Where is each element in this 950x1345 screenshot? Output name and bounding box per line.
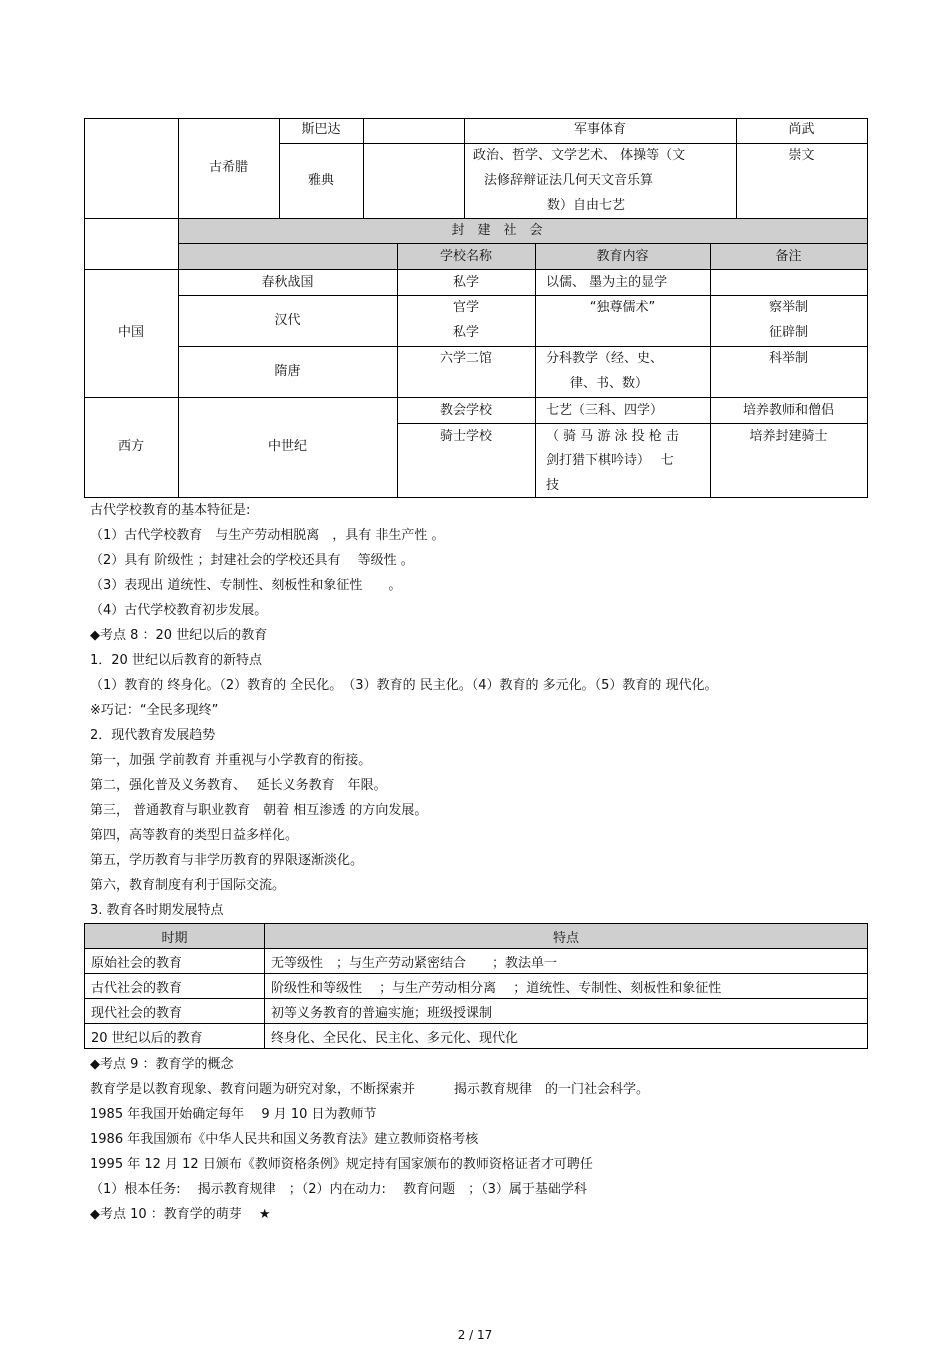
school-athens: 雅典 (307, 173, 334, 188)
period-han: 汉代 (274, 313, 301, 328)
content-knight-2: 剑打猎下棋吟诗） 七 (546, 453, 674, 468)
header-period: 时期 (85, 924, 265, 949)
school-spring-autumn: 私学 (452, 275, 479, 290)
content-athens-line3: 数）自由七艺 (547, 198, 626, 213)
content-athens-line2: 法修辞辩证法几何天文音乐算 (484, 173, 654, 188)
content-sparta: 军事体育 (573, 122, 626, 137)
region-china: 中国 (117, 325, 144, 340)
history-table (0, 0, 950, 500)
school-han-1: 官学 (452, 300, 479, 315)
text-line: 古代学校教育的基本特征是: (90, 503, 251, 518)
feudal-header: 封 建 社 会 (451, 223, 543, 238)
note-athens: 崇文 (788, 148, 815, 163)
col-header-content: 教育内容 (596, 249, 649, 264)
note-sparta: 尚武 (788, 122, 815, 137)
table-row (85, 949, 868, 974)
text-line: （4）古代学校教育初步发展。 (90, 603, 268, 618)
school-sparta: 斯巴达 (301, 122, 341, 137)
period-sui-tang: 隋唐 (274, 364, 301, 379)
cell-features: 无等级性 ；与生产劳动紧密结合 ；教法单一 (265, 949, 868, 974)
cell-period: 现代社会的教育 (85, 999, 265, 1024)
period-medieval: 中世纪 (267, 439, 307, 454)
note-han-2: 征辟制 (768, 325, 808, 340)
note-han-1: 察举制 (768, 300, 808, 315)
section-heading: ◆考点 8 ：20 世纪以后的教育 (90, 628, 268, 643)
text-line: 第六，教育制度有利于国际交流。 (90, 878, 286, 893)
header-features: 特点 (265, 924, 868, 949)
content-knight-3: 技 (546, 478, 560, 493)
region-west: 西方 (117, 439, 144, 454)
text-line: ※巧记：“全民多现终” (90, 703, 219, 718)
content-church: 七艺（三科、四学） (546, 403, 664, 418)
text-line: （2）具有 阶级性 ；封建社会的学校还具有 等级性 。 (90, 553, 414, 568)
text-line: （1）古代学校教育 与生产劳动相脱离 ，具有 非生产性 。 (90, 528, 445, 543)
text-line: （3）表现出 道统性、专制性、刻板性和象征性 。 (90, 578, 402, 593)
cell-period: 古代社会的教育 (85, 974, 265, 999)
school-knight: 骑士学校 (439, 429, 492, 444)
text-line: 第三， 普通教育与职业教育 朝着 相互渗透 的方向发展。 (90, 803, 428, 818)
cell-period: 原始社会的教育 (85, 949, 265, 974)
content-sui-tang-1: 分科教学（经、史、 (546, 351, 664, 366)
content-han: “独尊儒术” (589, 300, 656, 315)
table-header-row (85, 924, 868, 949)
content-spring-autumn: 以儒、 墨为主的显学 (546, 275, 668, 290)
region-greece: 古希腊 (208, 160, 248, 175)
text-line: 教育学是以教育现象、教育问题为研究对象，不断探索并 揭示教育规律 的一门社会科学。 (90, 1082, 650, 1097)
table-row (85, 974, 868, 999)
cell-features: 终身化、全民化、民主化、多元化、现代化 (265, 1024, 868, 1049)
cell-period: 20 世纪以后的教育 (85, 1024, 265, 1049)
text-line: 1986 年我国颁布《中华人民共和国义务教育法》建立教师资格考核 (90, 1132, 479, 1147)
text-line: 第五，学历教育与非学历教育的界限逐渐淡化。 (90, 853, 364, 868)
page-number: 2 / 17 (457, 1328, 493, 1342)
note-knight: 培养封建骑士 (749, 429, 828, 444)
school-church: 教会学校 (439, 403, 492, 418)
school-han-2: 私学 (452, 325, 479, 340)
text-line: 第二，强化普及义务教育、 延长义务教育 年限。 (90, 778, 387, 793)
col-header-note: 备注 (775, 249, 802, 264)
subheading: 2．现代教育发展趋势 (90, 728, 216, 743)
table-row (85, 1024, 868, 1049)
school-sui-tang: 六学二馆 (439, 351, 492, 366)
col-header-school: 学校名称 (439, 249, 492, 264)
text-line: 1995 年 12 月 12 日颁布《教师资格条例》规定持有国家颁布的教师资格证者才可聘任 (90, 1157, 593, 1172)
note-church: 培养教师和僧侣 (742, 403, 834, 418)
content-athens-line1: 政治、哲学、文学艺术、 体操等（文 (473, 148, 686, 163)
note-sui-tang: 科举制 (768, 351, 808, 366)
section-heading: ◆考点 10 ：教育学的萌芽 ★ (90, 1207, 271, 1222)
content-knight-1: （ 骑 马 游 泳 投 枪 击 (546, 429, 679, 444)
text-line: （1）教育的 终身化。（2）教育的 全民化。 （3）教育的 民主化。（4）教育的 多元化。（5）教育的 现代化。 (90, 678, 718, 693)
subheading: 3. 教育各时期发展特点 (90, 903, 224, 918)
cell-features: 阶级性和等级性 ；与生产劳动相分离 ；道统性、专制性、刻板性和象征性 (265, 974, 868, 999)
cell-features: 初等义务教育的普遍实施；班级授课制 (265, 999, 868, 1024)
section-heading: ◆考点 9 ：教育学的概念 (90, 1057, 234, 1072)
period-spring-autumn: 春秋战国 (261, 275, 314, 290)
text-line: 第四，高等教育的类型日益多样化。 (90, 828, 299, 843)
text-line: 第一，加强 学前教育 并重视与小学教育的衔接。 (90, 753, 372, 768)
text-line: 1985 年我国开始确定每年 9 月 10 日为教师节 (90, 1107, 377, 1122)
period-features-table (84, 923, 868, 1049)
text-line: （1）根本任务: 揭示教育规律 ；（2）内在动力: 教育问题 ；（3）属于基础学科 (90, 1182, 587, 1197)
subheading: 1．20 世纪以后教育的新特点 (90, 653, 262, 668)
table-row (85, 999, 868, 1024)
content-sui-tang-2: 律、书、数） (570, 376, 649, 391)
